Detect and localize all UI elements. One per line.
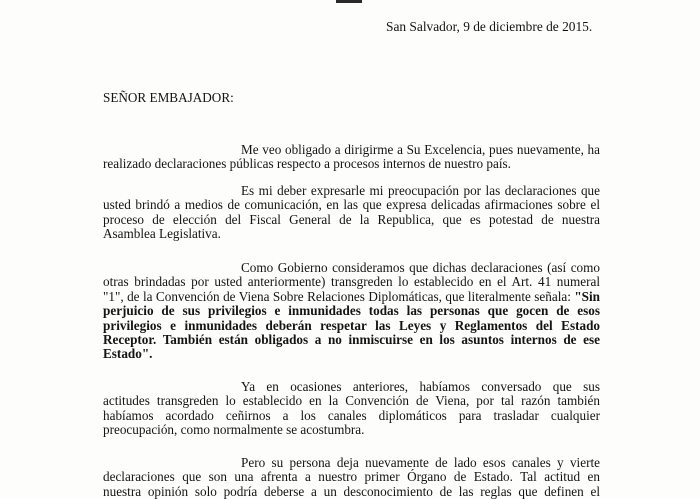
convention-reference: "1", de la Convención de Viena Sobre Relaciones Diplomáticas, que literalmente señala: xyxy=(103,288,575,304)
paragraph-line: usted brindó a medios de comunicación, en las que expresa delicadas afirmaciones sobre el xyxy=(103,197,600,213)
paragraph-line: proceso de elección del Fiscal General de la Republica, que es potestad de nuestra xyxy=(103,211,600,227)
quote-line: privilegios e inmunidades deberán respetar las Leyes y Reglamentos del Estado xyxy=(103,317,600,333)
quote-start: "Sin xyxy=(574,288,600,304)
quote-line: Estado". xyxy=(103,346,153,362)
paragraph-line: Asamblea Legislativa. xyxy=(103,226,221,242)
paragraph-line: declaraciones que son una afrenta a nuestro primer Órgano de Estado. Tal actitud en xyxy=(103,469,600,485)
paragraph-line: realizado declaraciones públicas respecto a procesos internos de nuestro país. xyxy=(103,156,511,172)
paragraph-line xyxy=(103,290,600,304)
paragraph-line: Es mi deber expresarle mi preocupación por las declaraciones que xyxy=(241,183,600,198)
paragraph-line: Como Gobierno consideramos que dichas declaraciones (así como xyxy=(241,260,600,275)
paragraph-2 xyxy=(103,184,600,242)
paragraph-line: otras brindadas por usted anteriormente) transgreden lo establecido en el Art. 41 numeral xyxy=(103,274,600,290)
paragraph-line: actitudes transgreden lo establecido en la Convención de Viena, por tal razón también xyxy=(103,393,600,409)
letterhead-fragment xyxy=(336,0,362,3)
paragraph-line: preocupación, como normalmente se acostumbra. xyxy=(103,422,365,438)
paragraph-3 xyxy=(103,261,600,362)
paragraph-4 xyxy=(103,380,600,438)
paragraph-line: nuestra opinión solo podría deberse a un desconocimiento de las reglas que definen el xyxy=(103,483,600,499)
paragraph-line: Pero su persona deja nuevamente de lado esos canales y vierte xyxy=(241,455,600,470)
quote-line: perjuicio de sus privilegios e inmunidades todas las personas que gocen de esos xyxy=(103,303,600,319)
salutation: SEÑOR EMBAJADOR: xyxy=(103,90,234,105)
quote-line: Receptor. También están obligados a no inmiscuirse en los asuntos internos de ese xyxy=(103,332,600,348)
paragraph-5 xyxy=(103,456,600,499)
paragraph-line: Me veo obligado a dirigirme a Su Excelencia, pues nuevamente, ha xyxy=(241,142,600,157)
paragraph-1 xyxy=(103,143,600,172)
paragraph-line: Ya en ocasiones anteriores, habíamos conversado que sus xyxy=(241,379,600,394)
paragraph-line: habíamos acordado ceñirnos a los canales diplomáticos para trasladar cualquier xyxy=(103,407,600,423)
place-and-date: San Salvador, 9 de diciembre de 2015. xyxy=(386,19,593,34)
